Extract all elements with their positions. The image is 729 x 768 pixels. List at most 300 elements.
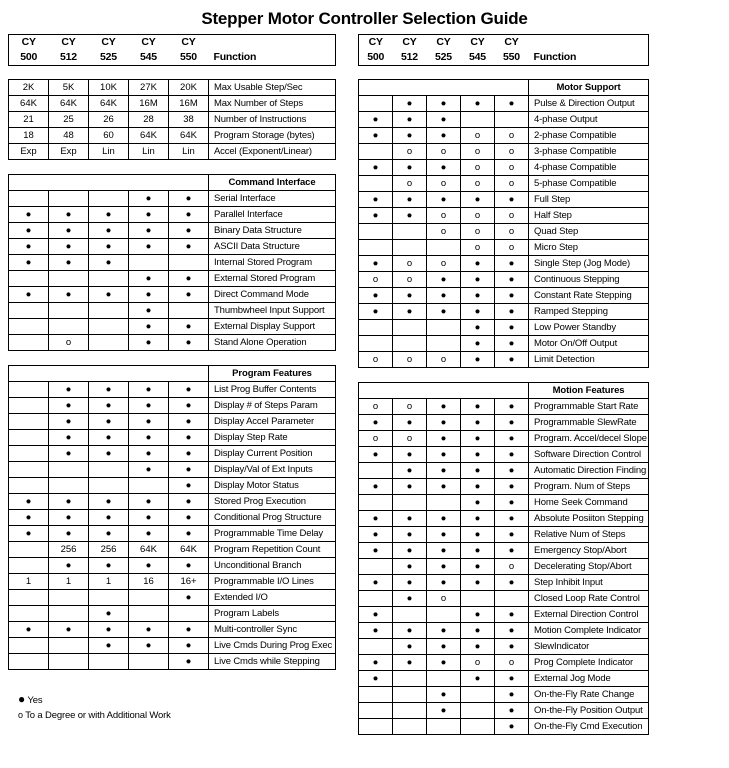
support-none-cell — [89, 191, 129, 207]
feature-name: Quad Step — [529, 224, 649, 240]
support-yes-marker: ● — [461, 527, 495, 543]
support-none-cell — [9, 191, 49, 207]
support-yes-marker: ● — [495, 96, 529, 112]
support-none-cell — [49, 319, 89, 335]
support-partial-marker: o — [461, 176, 495, 192]
feature-name: Display Accel Parameter — [209, 414, 336, 430]
support-partial-marker: o — [461, 128, 495, 144]
feature-name: Emergency Stop/Abort — [529, 543, 649, 559]
feature-name: ASCII Data Structure — [209, 239, 336, 255]
support-yes-marker: ● — [495, 543, 529, 559]
header-blank — [209, 35, 336, 51]
support-none-cell — [129, 606, 169, 622]
legend — [8, 684, 336, 723]
support-none-cell — [89, 654, 129, 670]
support-yes-marker: ● — [393, 463, 427, 479]
support-partial-marker: o — [49, 335, 89, 351]
table-row — [9, 303, 336, 319]
support-yes-marker: ● — [359, 511, 393, 527]
model-number-2: 525 — [435, 51, 452, 63]
support-none-cell — [89, 271, 129, 287]
feature-name: External Jog Mode — [529, 671, 649, 687]
support-none-cell — [89, 478, 129, 494]
table-row — [9, 112, 336, 128]
legend-yes — [18, 692, 336, 708]
support-yes-marker: ● — [427, 288, 461, 304]
support-yes-marker: ● — [129, 622, 169, 638]
table-row — [359, 176, 649, 192]
spec-value-cell: 64K — [129, 542, 169, 558]
feature-name: On-the-Fly Position Output — [529, 703, 649, 719]
support-yes-marker: ● — [129, 414, 169, 430]
support-partial-marker: o — [495, 128, 529, 144]
table-row — [359, 399, 649, 415]
spec-value-cell: 5K — [49, 80, 89, 96]
support-yes-marker: ● — [89, 414, 129, 430]
support-yes-marker: ● — [427, 703, 461, 719]
support-yes-marker: ● — [393, 479, 427, 495]
support-none-cell — [9, 606, 49, 622]
model-number-2: 525 — [100, 51, 117, 63]
table-row — [9, 287, 336, 303]
support-yes-marker: ● — [359, 304, 393, 320]
feature-name: Continuous Stepping — [529, 272, 649, 288]
section-header-pad — [359, 80, 529, 96]
support-yes-marker: ● — [129, 494, 169, 510]
section-header-row — [9, 175, 336, 191]
support-yes-marker: ● — [129, 558, 169, 574]
support-none-cell — [9, 319, 49, 335]
spec-value-cell: 64K — [89, 96, 129, 112]
table-row — [359, 527, 649, 543]
feature-name: Number of Instructions — [209, 112, 336, 128]
support-yes-marker: ● — [89, 239, 129, 255]
support-yes-marker: ● — [169, 335, 209, 351]
support-none-cell — [427, 607, 461, 623]
table-row — [9, 590, 336, 606]
support-yes-marker: ● — [129, 638, 169, 654]
feature-name: Stored Prog Execution — [209, 494, 336, 510]
support-none-cell — [359, 336, 393, 352]
table-row — [9, 144, 336, 160]
feature-name: Program Storage (bytes) — [209, 128, 336, 144]
feature-name: On-the-Fly Rate Change — [529, 687, 649, 703]
table-row — [359, 112, 649, 128]
support-yes-marker: ● — [89, 430, 129, 446]
support-yes-marker: ● — [359, 415, 393, 431]
support-yes-marker: ● — [9, 207, 49, 223]
table-row — [9, 558, 336, 574]
support-yes-marker: ● — [169, 590, 209, 606]
support-yes-marker: ● — [495, 447, 529, 463]
support-yes-marker: ● — [9, 510, 49, 526]
spec-value-cell: 48 — [49, 128, 89, 144]
support-yes-marker: ● — [461, 495, 495, 511]
spec-value-cell: 28 — [129, 112, 169, 128]
feature-name: Programmable SlewRate — [529, 415, 649, 431]
support-yes-marker: ● — [169, 430, 209, 446]
support-yes-marker: ● — [495, 304, 529, 320]
support-yes-marker: ● — [129, 510, 169, 526]
feature-name: Max Number of Steps — [209, 96, 336, 112]
support-yes-marker: ● — [427, 463, 461, 479]
model-label-2: CY — [436, 36, 451, 48]
support-partial-marker: o — [393, 176, 427, 192]
support-yes-marker: ● — [393, 447, 427, 463]
model-number-0: 500 — [367, 51, 385, 63]
support-partial-marker: o — [427, 591, 461, 607]
table-row — [9, 223, 336, 239]
section-header-pad — [9, 175, 209, 191]
support-yes-marker: ● — [169, 462, 209, 478]
table-row — [359, 431, 649, 447]
support-yes-marker: ● — [495, 687, 529, 703]
support-yes-marker: ● — [169, 207, 209, 223]
support-yes-marker: ● — [393, 511, 427, 527]
support-yes-marker: ● — [393, 527, 427, 543]
support-yes-marker: ● — [359, 575, 393, 591]
support-yes-marker: ● — [495, 256, 529, 272]
support-yes-marker: ● — [461, 304, 495, 320]
table-row — [359, 304, 649, 320]
support-yes-marker: ● — [495, 415, 529, 431]
support-none-cell — [427, 719, 461, 735]
support-yes-marker: ● — [393, 288, 427, 304]
support-none-cell — [89, 319, 129, 335]
legend-yes-symbol: ● — [18, 692, 26, 706]
model-label-1: CY — [61, 36, 76, 48]
table-row — [359, 415, 649, 431]
header-table-left — [8, 34, 336, 66]
motion-features-table — [358, 382, 649, 735]
support-yes-marker: ● — [461, 543, 495, 559]
support-yes-marker: ● — [461, 336, 495, 352]
support-yes-marker: ● — [89, 494, 129, 510]
support-none-cell — [359, 559, 393, 575]
support-none-cell — [49, 638, 89, 654]
support-yes-marker: ● — [359, 543, 393, 559]
spec-value-cell: Lin — [169, 144, 209, 160]
support-yes-marker: ● — [9, 494, 49, 510]
table-row — [359, 511, 649, 527]
spec-value-cell: 10K — [89, 80, 129, 96]
support-yes-marker: ● — [129, 223, 169, 239]
support-yes-marker: ● — [427, 511, 461, 527]
support-none-cell — [359, 224, 393, 240]
table-row — [9, 622, 336, 638]
support-yes-marker: ● — [169, 414, 209, 430]
command-interface-table — [8, 174, 336, 351]
support-none-cell — [129, 590, 169, 606]
support-none-cell — [9, 590, 49, 606]
feature-name: SlewIndicator — [529, 639, 649, 655]
model-number-4: 550 — [180, 51, 197, 63]
support-none-cell — [49, 303, 89, 319]
feature-name: Programmable Time Delay — [209, 526, 336, 542]
support-none-cell — [359, 320, 393, 336]
support-yes-marker: ● — [461, 559, 495, 575]
support-partial-marker: o — [495, 144, 529, 160]
support-none-cell — [393, 240, 427, 256]
support-yes-marker: ● — [359, 607, 393, 623]
feature-name: 3-phase Compatible — [529, 144, 649, 160]
feature-name: Single Step (Jog Mode) — [529, 256, 649, 272]
support-yes-marker: ● — [393, 575, 427, 591]
support-partial-marker: o — [461, 655, 495, 671]
support-none-cell — [129, 255, 169, 271]
support-yes-marker: ● — [461, 320, 495, 336]
support-none-cell — [9, 271, 49, 287]
spec-value-cell: 256 — [49, 542, 89, 558]
table-row — [9, 80, 336, 96]
support-none-cell — [9, 414, 49, 430]
table-row — [9, 335, 336, 351]
model-number-4: 550 — [503, 51, 520, 63]
program-features-table — [8, 365, 336, 670]
feature-name: Display Step Rate — [209, 430, 336, 446]
support-yes-marker: ● — [427, 399, 461, 415]
support-yes-marker: ● — [393, 543, 427, 559]
support-partial-marker: o — [393, 272, 427, 288]
support-yes-marker: ● — [49, 414, 89, 430]
feature-name: Internal Stored Program — [209, 255, 336, 271]
support-yes-marker: ● — [89, 558, 129, 574]
legend-yes-text: Yes — [27, 695, 43, 706]
model-number-3: 545 — [469, 51, 486, 63]
support-none-cell — [359, 687, 393, 703]
support-yes-marker: ● — [461, 272, 495, 288]
support-yes-marker: ● — [169, 287, 209, 303]
feature-name: Display/Val of Ext Inputs — [209, 462, 336, 478]
support-none-cell — [393, 320, 427, 336]
support-none-cell — [49, 191, 89, 207]
support-yes-marker: ● — [427, 655, 461, 671]
support-yes-marker: ● — [495, 288, 529, 304]
table-row — [359, 463, 649, 479]
table-row — [9, 382, 336, 398]
support-yes-marker: ● — [427, 687, 461, 703]
table-row — [359, 703, 649, 719]
support-yes-marker: ● — [427, 431, 461, 447]
table-row — [359, 240, 649, 256]
support-yes-marker: ● — [129, 287, 169, 303]
support-yes-marker: ● — [9, 223, 49, 239]
feature-name: Unconditional Branch — [209, 558, 336, 574]
table-row — [359, 144, 649, 160]
support-none-cell — [393, 224, 427, 240]
table-row — [359, 447, 649, 463]
support-yes-marker: ● — [359, 192, 393, 208]
table-row — [359, 495, 649, 511]
table-row — [359, 479, 649, 495]
support-yes-marker: ● — [427, 559, 461, 575]
support-yes-marker: ● — [461, 192, 495, 208]
support-yes-marker: ● — [393, 192, 427, 208]
feature-name: Direct Command Mode — [209, 287, 336, 303]
feature-name: 2-phase Compatible — [529, 128, 649, 144]
support-none-cell — [359, 463, 393, 479]
table-row — [359, 607, 649, 623]
support-yes-marker: ● — [129, 335, 169, 351]
support-none-cell — [49, 478, 89, 494]
support-partial-marker: o — [461, 240, 495, 256]
support-yes-marker: ● — [393, 112, 427, 128]
support-yes-marker: ● — [495, 719, 529, 735]
support-yes-marker: ● — [169, 271, 209, 287]
support-partial-marker: o — [461, 224, 495, 240]
support-yes-marker: ● — [359, 671, 393, 687]
spec-value-cell: 38 — [169, 112, 209, 128]
support-yes-marker: ● — [359, 527, 393, 543]
feature-name: Display # of Steps Param — [209, 398, 336, 414]
support-none-cell — [49, 590, 89, 606]
support-partial-marker: o — [427, 256, 461, 272]
support-yes-marker: ● — [427, 96, 461, 112]
feature-name: External Stored Program — [209, 271, 336, 287]
feature-name: External Display Support — [209, 319, 336, 335]
spec-value-cell: 16 — [129, 574, 169, 590]
support-partial-marker: o — [359, 352, 393, 368]
support-yes-marker: ● — [129, 271, 169, 287]
support-yes-marker: ● — [169, 223, 209, 239]
model-number-0: 500 — [20, 51, 38, 63]
feature-name: Software Direction Control — [529, 447, 649, 463]
support-yes-marker: ● — [169, 446, 209, 462]
model-label-0: CY — [368, 36, 383, 48]
table-row — [9, 96, 336, 112]
support-yes-marker: ● — [427, 112, 461, 128]
spec-value-cell: 64K — [169, 128, 209, 144]
support-yes-marker: ● — [169, 510, 209, 526]
support-yes-marker: ● — [49, 558, 89, 574]
support-yes-marker: ● — [89, 638, 129, 654]
support-partial-marker: o — [393, 352, 427, 368]
support-yes-marker: ● — [169, 654, 209, 670]
table-row — [9, 398, 336, 414]
feature-name: List Prog Buffer Contents — [209, 382, 336, 398]
support-partial-marker: o — [393, 431, 427, 447]
feature-name: Motion Complete Indicator — [529, 623, 649, 639]
support-partial-marker: o — [427, 224, 461, 240]
support-yes-marker: ● — [359, 160, 393, 176]
support-yes-marker: ● — [49, 239, 89, 255]
table-row — [359, 671, 649, 687]
support-yes-marker: ● — [393, 208, 427, 224]
support-partial-marker: o — [393, 256, 427, 272]
model-label-1: CY — [402, 36, 417, 48]
support-yes-marker: ● — [427, 479, 461, 495]
support-none-cell — [393, 703, 427, 719]
table-row — [359, 96, 649, 112]
feature-name: Low Power Standby — [529, 320, 649, 336]
support-yes-marker: ● — [495, 192, 529, 208]
support-partial-marker: o — [359, 272, 393, 288]
support-partial-marker: o — [393, 399, 427, 415]
support-yes-marker: ● — [169, 622, 209, 638]
spec-value-cell: 20K — [169, 80, 209, 96]
support-none-cell — [393, 719, 427, 735]
support-yes-marker: ● — [359, 655, 393, 671]
section-header-row — [359, 383, 649, 399]
table-row — [359, 160, 649, 176]
support-none-cell — [393, 671, 427, 687]
support-yes-marker: ● — [495, 623, 529, 639]
support-yes-marker: ● — [495, 399, 529, 415]
motor-support-table — [358, 79, 649, 368]
support-yes-marker: ● — [359, 447, 393, 463]
feature-name: Step Inhibit Input — [529, 575, 649, 591]
spec-value-cell: 26 — [89, 112, 129, 128]
support-yes-marker: ● — [49, 398, 89, 414]
table-row — [9, 654, 336, 670]
support-partial-marker: o — [427, 208, 461, 224]
support-yes-marker: ● — [89, 606, 129, 622]
support-none-cell — [169, 303, 209, 319]
feature-name: Half Step — [529, 208, 649, 224]
support-partial-marker: o — [495, 224, 529, 240]
model-number-1: 512 — [401, 51, 418, 63]
support-yes-marker: ● — [359, 479, 393, 495]
support-yes-marker: ● — [129, 239, 169, 255]
header-table-right — [358, 34, 649, 66]
support-none-cell — [461, 703, 495, 719]
support-none-cell — [427, 320, 461, 336]
support-yes-marker: ● — [461, 352, 495, 368]
support-yes-marker: ● — [359, 112, 393, 128]
support-none-cell — [461, 112, 495, 128]
support-partial-marker: o — [495, 208, 529, 224]
table-row — [359, 320, 649, 336]
support-partial-marker: o — [359, 399, 393, 415]
support-none-cell — [359, 144, 393, 160]
support-yes-marker: ● — [393, 128, 427, 144]
spec-value-cell: 16+ — [169, 574, 209, 590]
support-yes-marker: ● — [393, 160, 427, 176]
table-row — [359, 655, 649, 671]
support-none-cell — [89, 335, 129, 351]
table-row — [9, 542, 336, 558]
support-yes-marker: ● — [169, 191, 209, 207]
support-yes-marker: ● — [461, 479, 495, 495]
table-row — [359, 719, 649, 735]
feature-name: 4-phase Compatible — [529, 160, 649, 176]
feature-name: Binary Data Structure — [209, 223, 336, 239]
feature-name: Decelerating Stop/Abort — [529, 559, 649, 575]
table-row — [9, 319, 336, 335]
section-header-pad — [9, 366, 209, 382]
feature-name: Motor On/Off Output — [529, 336, 649, 352]
spec-value-cell: Lin — [89, 144, 129, 160]
support-yes-marker: ● — [169, 382, 209, 398]
support-yes-marker: ● — [129, 191, 169, 207]
spec-value-cell: Exp — [9, 144, 49, 160]
feature-name: Constant Rate Stepping — [529, 288, 649, 304]
spec-value-cell: 2K — [9, 80, 49, 96]
section-title: Motion Features — [529, 383, 649, 399]
support-yes-marker: ● — [427, 575, 461, 591]
feature-name: Accel (Exponent/Linear) — [209, 144, 336, 160]
model-label-2: CY — [101, 36, 116, 48]
support-partial-marker: o — [359, 431, 393, 447]
support-yes-marker: ● — [169, 239, 209, 255]
model-label-3: CY — [141, 36, 156, 48]
table-row — [9, 526, 336, 542]
table-row — [9, 414, 336, 430]
support-yes-marker: ● — [461, 256, 495, 272]
support-none-cell — [359, 639, 393, 655]
support-none-cell — [9, 430, 49, 446]
feature-name: On-the-Fly Cmd Execution — [529, 719, 649, 735]
